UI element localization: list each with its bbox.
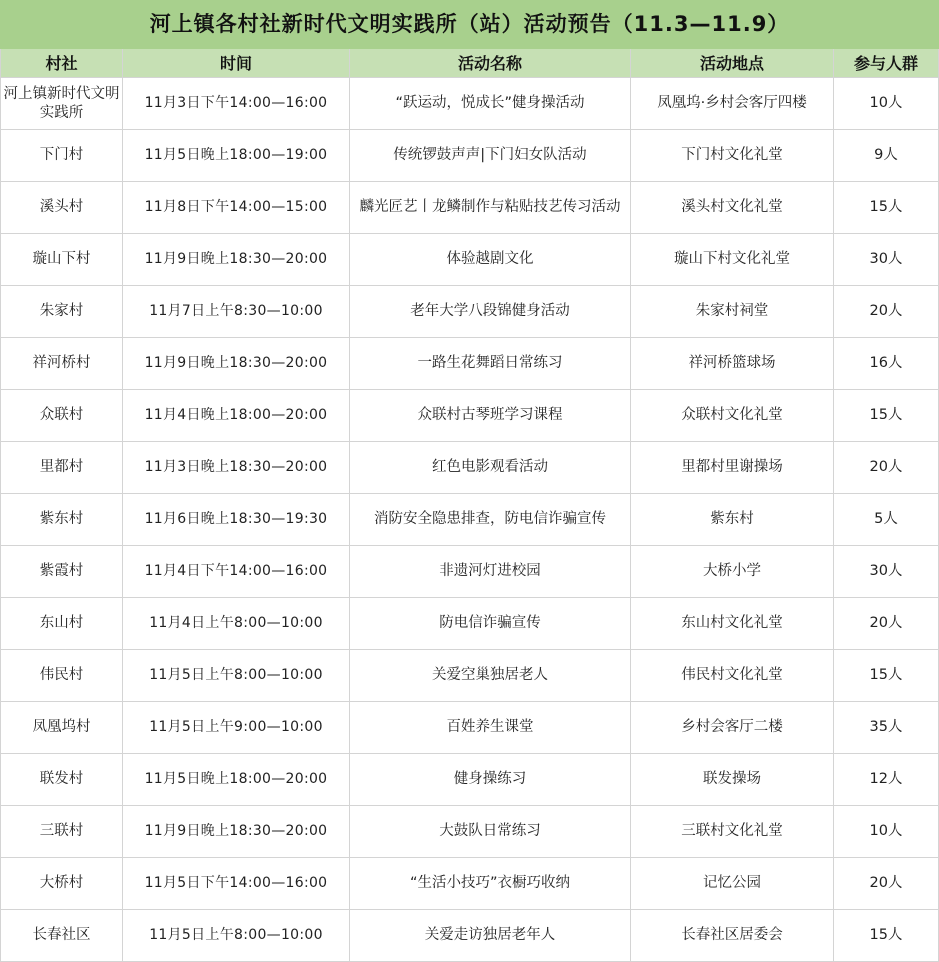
location-cell: 乡村会客厅二楼 <box>631 702 834 754</box>
participants-cell: 10人 <box>834 806 939 858</box>
activity-name-cell: 消防安全隐患排查，防电信诈骗宣传 <box>350 494 631 546</box>
location-cell: 朱家村祠堂 <box>631 286 834 338</box>
table-row <box>1 858 939 910</box>
location-cell: 大桥小学 <box>631 546 834 598</box>
column-header-village: 村社 <box>1 49 123 78</box>
column-header-time: 时间 <box>123 49 350 78</box>
participants-cell: 15人 <box>834 182 939 234</box>
column-header-location: 活动地点 <box>631 49 834 78</box>
village-cell: 联发村 <box>1 754 123 806</box>
location-cell: 祥河桥篮球场 <box>631 338 834 390</box>
table-row <box>1 234 939 286</box>
time-cell: 11月6日晚上18:30—19:30 <box>123 494 350 546</box>
participants-cell: 20人 <box>834 598 939 650</box>
location-cell: 长春社区居委会 <box>631 910 834 962</box>
location-cell: 三联村文化礼堂 <box>631 806 834 858</box>
activity-name-cell: 老年大学八段锦健身活动 <box>350 286 631 338</box>
activity-name-cell: “跃运动，悦成长”健身操活动 <box>350 78 631 130</box>
activity-name-cell: 百姓养生课堂 <box>350 702 631 754</box>
location-cell: 凤凰坞·乡村会客厅四楼 <box>631 78 834 130</box>
village-cell: 紫霞村 <box>1 546 123 598</box>
village-cell: 长春社区 <box>1 910 123 962</box>
activity-name-cell: 非遗河灯进校园 <box>350 546 631 598</box>
table-row <box>1 338 939 390</box>
table-row <box>1 130 939 182</box>
activity-name-cell: 麟光匠艺丨龙鳞制作与粘贴技艺传习活动 <box>350 182 631 234</box>
participants-cell: 35人 <box>834 702 939 754</box>
table-row <box>1 494 939 546</box>
location-cell: 东山村文化礼堂 <box>631 598 834 650</box>
column-header-participants: 参与人群 <box>834 49 939 78</box>
activity-name-cell: 健身操练习 <box>350 754 631 806</box>
time-cell: 11月5日上午9:00—10:00 <box>123 702 350 754</box>
participants-cell: 15人 <box>834 910 939 962</box>
location-cell: 下门村文化礼堂 <box>631 130 834 182</box>
participants-cell: 5人 <box>834 494 939 546</box>
time-cell: 11月4日上午8:00—10:00 <box>123 598 350 650</box>
time-cell: 11月5日上午8:00—10:00 <box>123 910 350 962</box>
time-cell: 11月5日晚上18:00—20:00 <box>123 754 350 806</box>
village-cell: 河上镇新时代文明实践所 <box>1 78 123 130</box>
activity-name-cell: 体验越剧文化 <box>350 234 631 286</box>
table-row <box>1 754 939 806</box>
table-row <box>1 546 939 598</box>
activity-name-cell: 红色电影观看活动 <box>350 442 631 494</box>
location-cell: 溪头村文化礼堂 <box>631 182 834 234</box>
time-cell: 11月7日上午8:30—10:00 <box>123 286 350 338</box>
participants-cell: 12人 <box>834 754 939 806</box>
table-row <box>1 650 939 702</box>
time-cell: 11月5日晚上18:00—19:00 <box>123 130 350 182</box>
time-cell: 11月3日晚上18:30—20:00 <box>123 442 350 494</box>
activity-name-cell: 一路生花舞蹈日常练习 <box>350 338 631 390</box>
table-row <box>1 910 939 962</box>
village-cell: 凤凰坞村 <box>1 702 123 754</box>
participants-cell: 30人 <box>834 234 939 286</box>
table-row <box>1 390 939 442</box>
participants-cell: 20人 <box>834 286 939 338</box>
participants-cell: 15人 <box>834 650 939 702</box>
village-cell: 伟民村 <box>1 650 123 702</box>
village-cell: 东山村 <box>1 598 123 650</box>
column-header-activity: 活动名称 <box>350 49 631 78</box>
table-row <box>1 598 939 650</box>
location-cell: 记忆公园 <box>631 858 834 910</box>
table-body <box>1 78 939 962</box>
activity-name-cell: 众联村古琴班学习课程 <box>350 390 631 442</box>
participants-cell: 20人 <box>834 858 939 910</box>
participants-cell: 20人 <box>834 442 939 494</box>
table-row <box>1 78 939 130</box>
location-cell: 伟民村文化礼堂 <box>631 650 834 702</box>
page-title: 河上镇各村社新时代文明实践所（站）活动预告（11.3—11.9） <box>1 1 939 49</box>
activity-name-cell: 关爱空巢独居老人 <box>350 650 631 702</box>
village-cell: 朱家村 <box>1 286 123 338</box>
activity-name-cell: 传统锣鼓声声|下门妇女队活动 <box>350 130 631 182</box>
village-cell: 众联村 <box>1 390 123 442</box>
time-cell: 11月5日上午8:00—10:00 <box>123 650 350 702</box>
village-cell: 三联村 <box>1 806 123 858</box>
location-cell: 联发操场 <box>631 754 834 806</box>
participants-cell: 15人 <box>834 390 939 442</box>
village-cell: 祥河桥村 <box>1 338 123 390</box>
village-cell: 溪头村 <box>1 182 123 234</box>
table-row <box>1 286 939 338</box>
village-cell: 璇山下村 <box>1 234 123 286</box>
time-cell: 11月8日下午14:00—15:00 <box>123 182 350 234</box>
location-cell: 里都村里谢操场 <box>631 442 834 494</box>
village-cell: 下门村 <box>1 130 123 182</box>
activity-name-cell: 大鼓队日常练习 <box>350 806 631 858</box>
time-cell: 11月4日下午14:00—16:00 <box>123 546 350 598</box>
participants-cell: 30人 <box>834 546 939 598</box>
time-cell: 11月9日晚上18:30—20:00 <box>123 338 350 390</box>
activity-name-cell: “生活小技巧”衣橱巧收纳 <box>350 858 631 910</box>
time-cell: 11月9日晚上18:30—20:00 <box>123 806 350 858</box>
time-cell: 11月9日晚上18:30—20:00 <box>123 234 350 286</box>
activity-name-cell: 关爱走访独居老年人 <box>350 910 631 962</box>
activity-name-cell: 防电信诈骗宣传 <box>350 598 631 650</box>
participants-cell: 9人 <box>834 130 939 182</box>
table-row <box>1 182 939 234</box>
time-cell: 11月3日下午14:00—16:00 <box>123 78 350 130</box>
location-cell: 众联村文化礼堂 <box>631 390 834 442</box>
village-cell: 紫东村 <box>1 494 123 546</box>
table-row <box>1 442 939 494</box>
participants-cell: 10人 <box>834 78 939 130</box>
location-cell: 紫东村 <box>631 494 834 546</box>
table-row <box>1 806 939 858</box>
village-cell: 大桥村 <box>1 858 123 910</box>
village-cell: 里都村 <box>1 442 123 494</box>
time-cell: 11月4日晚上18:00—20:00 <box>123 390 350 442</box>
participants-cell: 16人 <box>834 338 939 390</box>
header-row <box>1 49 939 78</box>
table-row <box>1 702 939 754</box>
location-cell: 璇山下村文化礼堂 <box>631 234 834 286</box>
time-cell: 11月5日下午14:00—16:00 <box>123 858 350 910</box>
